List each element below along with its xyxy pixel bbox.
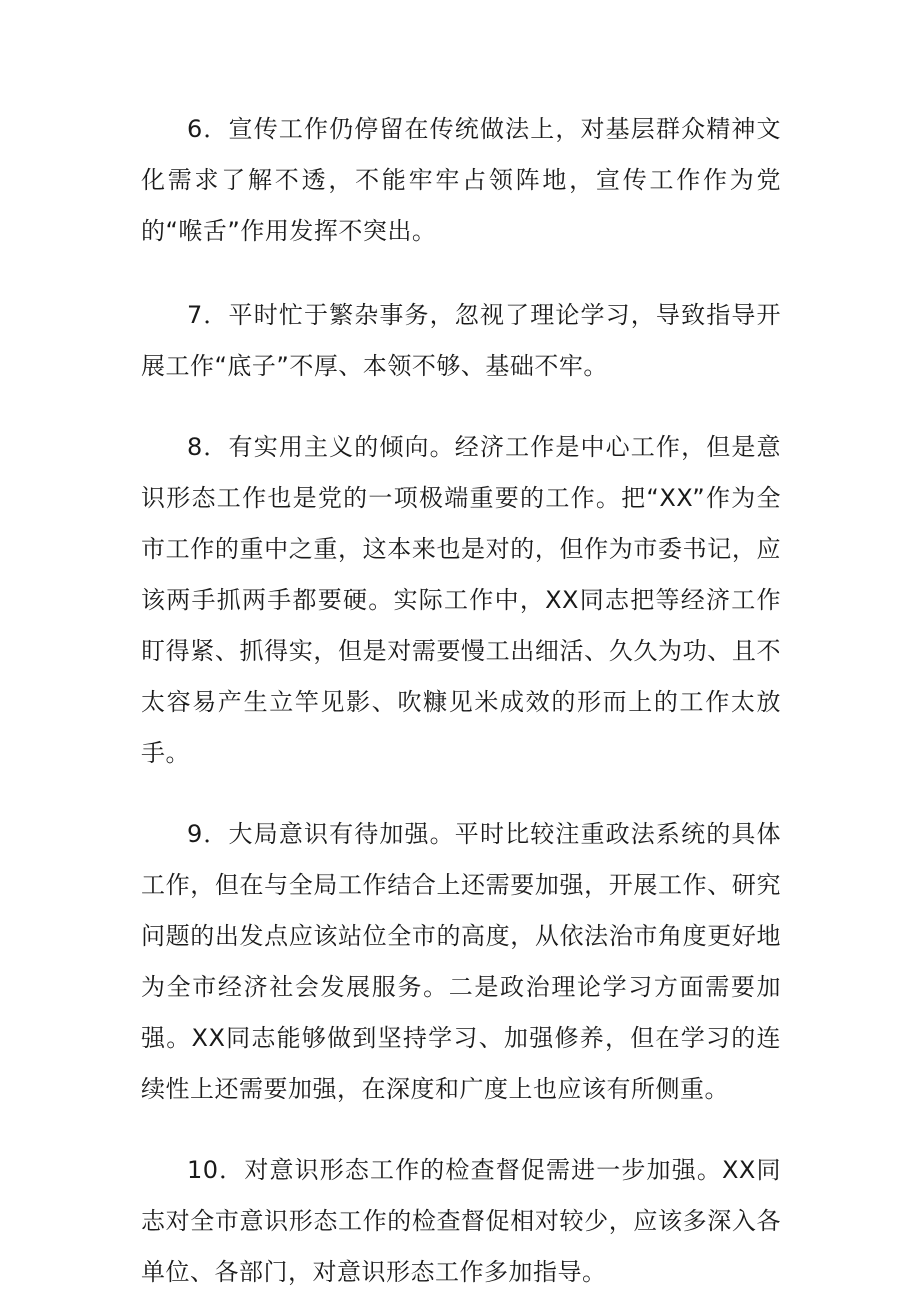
paragraph-8: 8．有实用主义的倾向。经济工作是中心工作，但是意识形态工作也是党的一项极端重要的工作。把“XX”作为全市工作的重中之重，这本来也是对的，但作为市委书记，应该两手抓两手都要硬。实际工作中，XX同志把等经济工作盯得紧、抓得实，但是对需要慢工出细活、久久为功、且不太容易产生立竿见影、吹糠见米成效的形而上的工作太放手。 bbox=[141, 433, 781, 767]
paragraph-7: 7．平时忙于繁杂事务，忽视了理论学习，导致指导开展工作“底子”不厚、本领不够、基础不牢。 bbox=[141, 301, 781, 380]
paragraph-6: 6．宣传工作仍停留在传统做法上，对基层群众精神文化需求了解不透，不能牢牢占领阵地，宣传工作作为党的“喉舌”作用发挥不突出。 bbox=[141, 115, 781, 245]
paragraph-9: 9．大局意识有待加强。平时比较注重政法系统的具体工作，但在与全局工作结合上还需要加强，开展工作、研究问题的出发点应该站位全市的高度，从依法治市角度更好地为全市经济社会发展服务。二是政治理论学习方面需要加强。XX同志能够做到坚持学习、加强修养，但在学习的连续性上还需要加强，在深度和广度上也应该有所侧重。 bbox=[141, 820, 781, 1103]
document-body bbox=[141, 104, 781, 1298]
paragraph-10: 10．对意识形态工作的检查督促需进一步加强。XX同志对全市意识形态工作的检查督促相对较少，应该多深入各单位、各部门，对意识形态工作多加指导。 bbox=[141, 1156, 781, 1286]
